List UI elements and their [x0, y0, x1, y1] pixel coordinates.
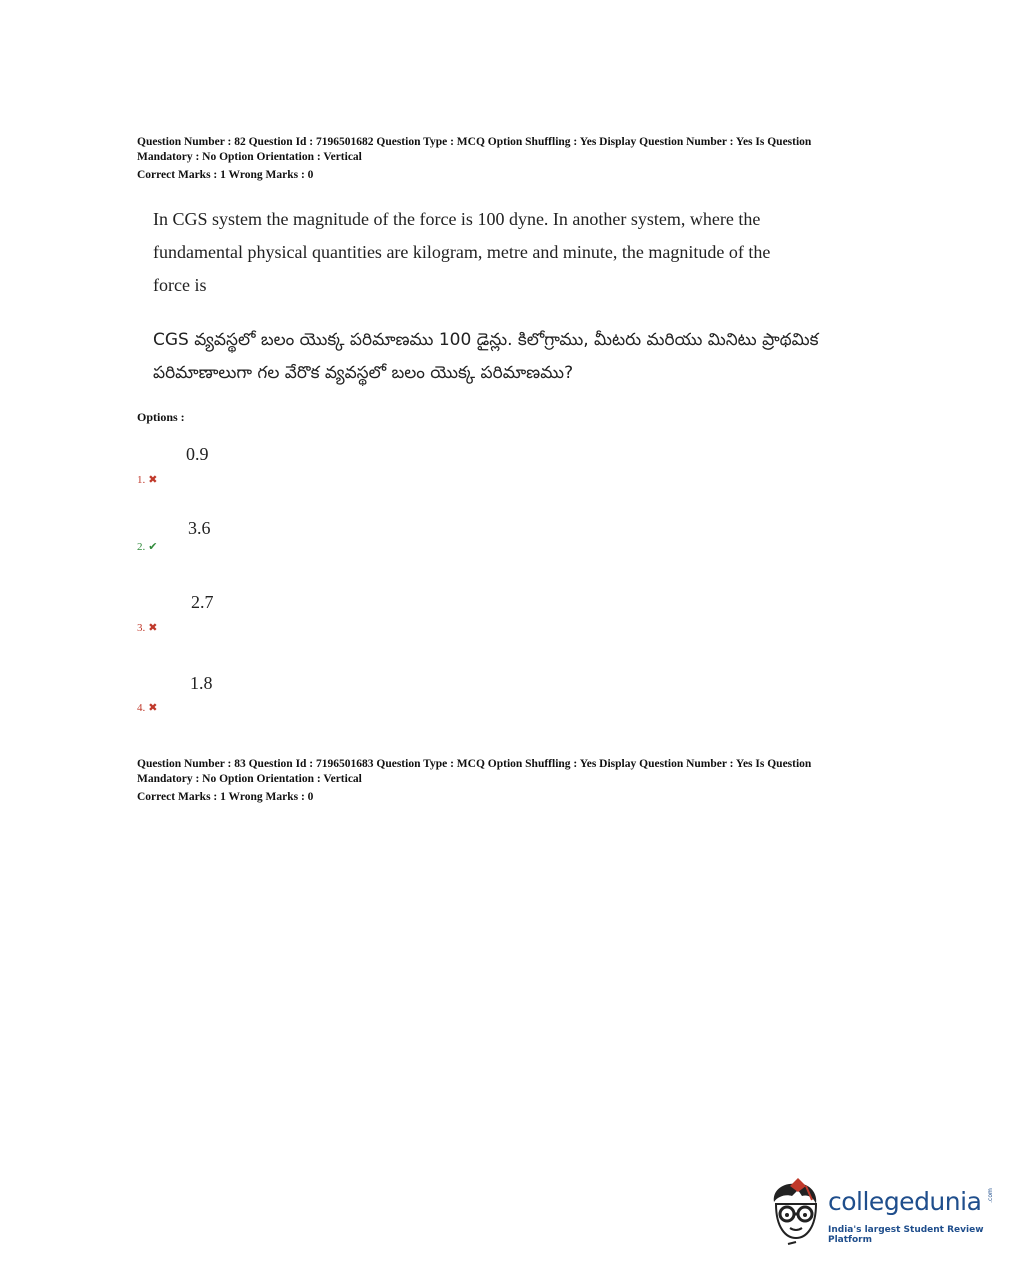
wrong-mark-icon: ✖ — [148, 702, 158, 714]
question-text-english — [153, 203, 833, 302]
option-number: 3. — [137, 622, 146, 634]
meta-line: Mandatory : No Option Orientation : Vertical — [137, 151, 362, 163]
marks-line: Correct Marks : 1 Wrong Marks : 0 — [137, 169, 314, 181]
question-line: force is — [153, 275, 207, 295]
marks-line: Correct Marks : 1 Wrong Marks : 0 — [137, 791, 314, 803]
logo-domain: .com — [986, 1188, 994, 1203]
question-text-telugu — [153, 324, 853, 390]
question-line: పరిమాణాలుగా గల వేరొక వ్యవస్థలో బలం యొక్క పరిమాణము? — [153, 363, 574, 383]
wrong-mark-icon: ✖ — [148, 474, 158, 486]
option-4-number — [137, 701, 157, 714]
logo-tagline: India's largest Student Review Platform — [828, 1225, 984, 1245]
option-2-value: 3.6 — [188, 518, 211, 538]
option-2-number — [137, 540, 157, 553]
mascot-icon — [768, 1178, 826, 1246]
option-1-number — [137, 473, 157, 486]
question-line: fundamental physical quantities are kilogram, metre and minute, the magnitude of the — [153, 242, 771, 262]
question-line: In CGS system the magnitude of the force is 100 dyne. In another system, where the — [153, 209, 761, 229]
option-number: 2. — [137, 541, 146, 553]
collegedunia-logo — [768, 1178, 993, 1248]
meta-line: Mandatory : No Option Orientation : Vertical — [137, 773, 362, 785]
wrong-mark-icon: ✖ — [148, 622, 158, 634]
meta-line: Question Number : 82 Question Id : 7196501682 Question Type : MCQ Option Shuffling : Yes Display Question Number : Yes Is Question — [137, 136, 812, 148]
logo-wordmark: collegedunia — [828, 1187, 982, 1216]
option-3-number — [137, 621, 157, 634]
option-number: 4. — [137, 702, 146, 714]
question-83-meta — [137, 757, 917, 805]
meta-line: Question Number : 83 Question Id : 7196501683 Question Type : MCQ Option Shuffling : Yes Display Question Number : Yes Is Question — [137, 758, 812, 770]
question-line: CGS వ్యవస్థలో బలం యొక్క పరిమాణము 100 డైన్లు. కిలోగ్రాము, మీటరు మరియు మినిటు ప్రాథమిక — [153, 330, 819, 350]
correct-check-icon: ✔ — [148, 541, 158, 553]
option-1-value: 0.9 — [186, 444, 209, 464]
options-label: Options : — [137, 410, 185, 424]
question-82-meta — [137, 135, 917, 183]
option-number: 1. — [137, 474, 146, 486]
option-4-value: 1.8 — [190, 673, 213, 693]
option-3-value: 2.7 — [191, 592, 214, 612]
